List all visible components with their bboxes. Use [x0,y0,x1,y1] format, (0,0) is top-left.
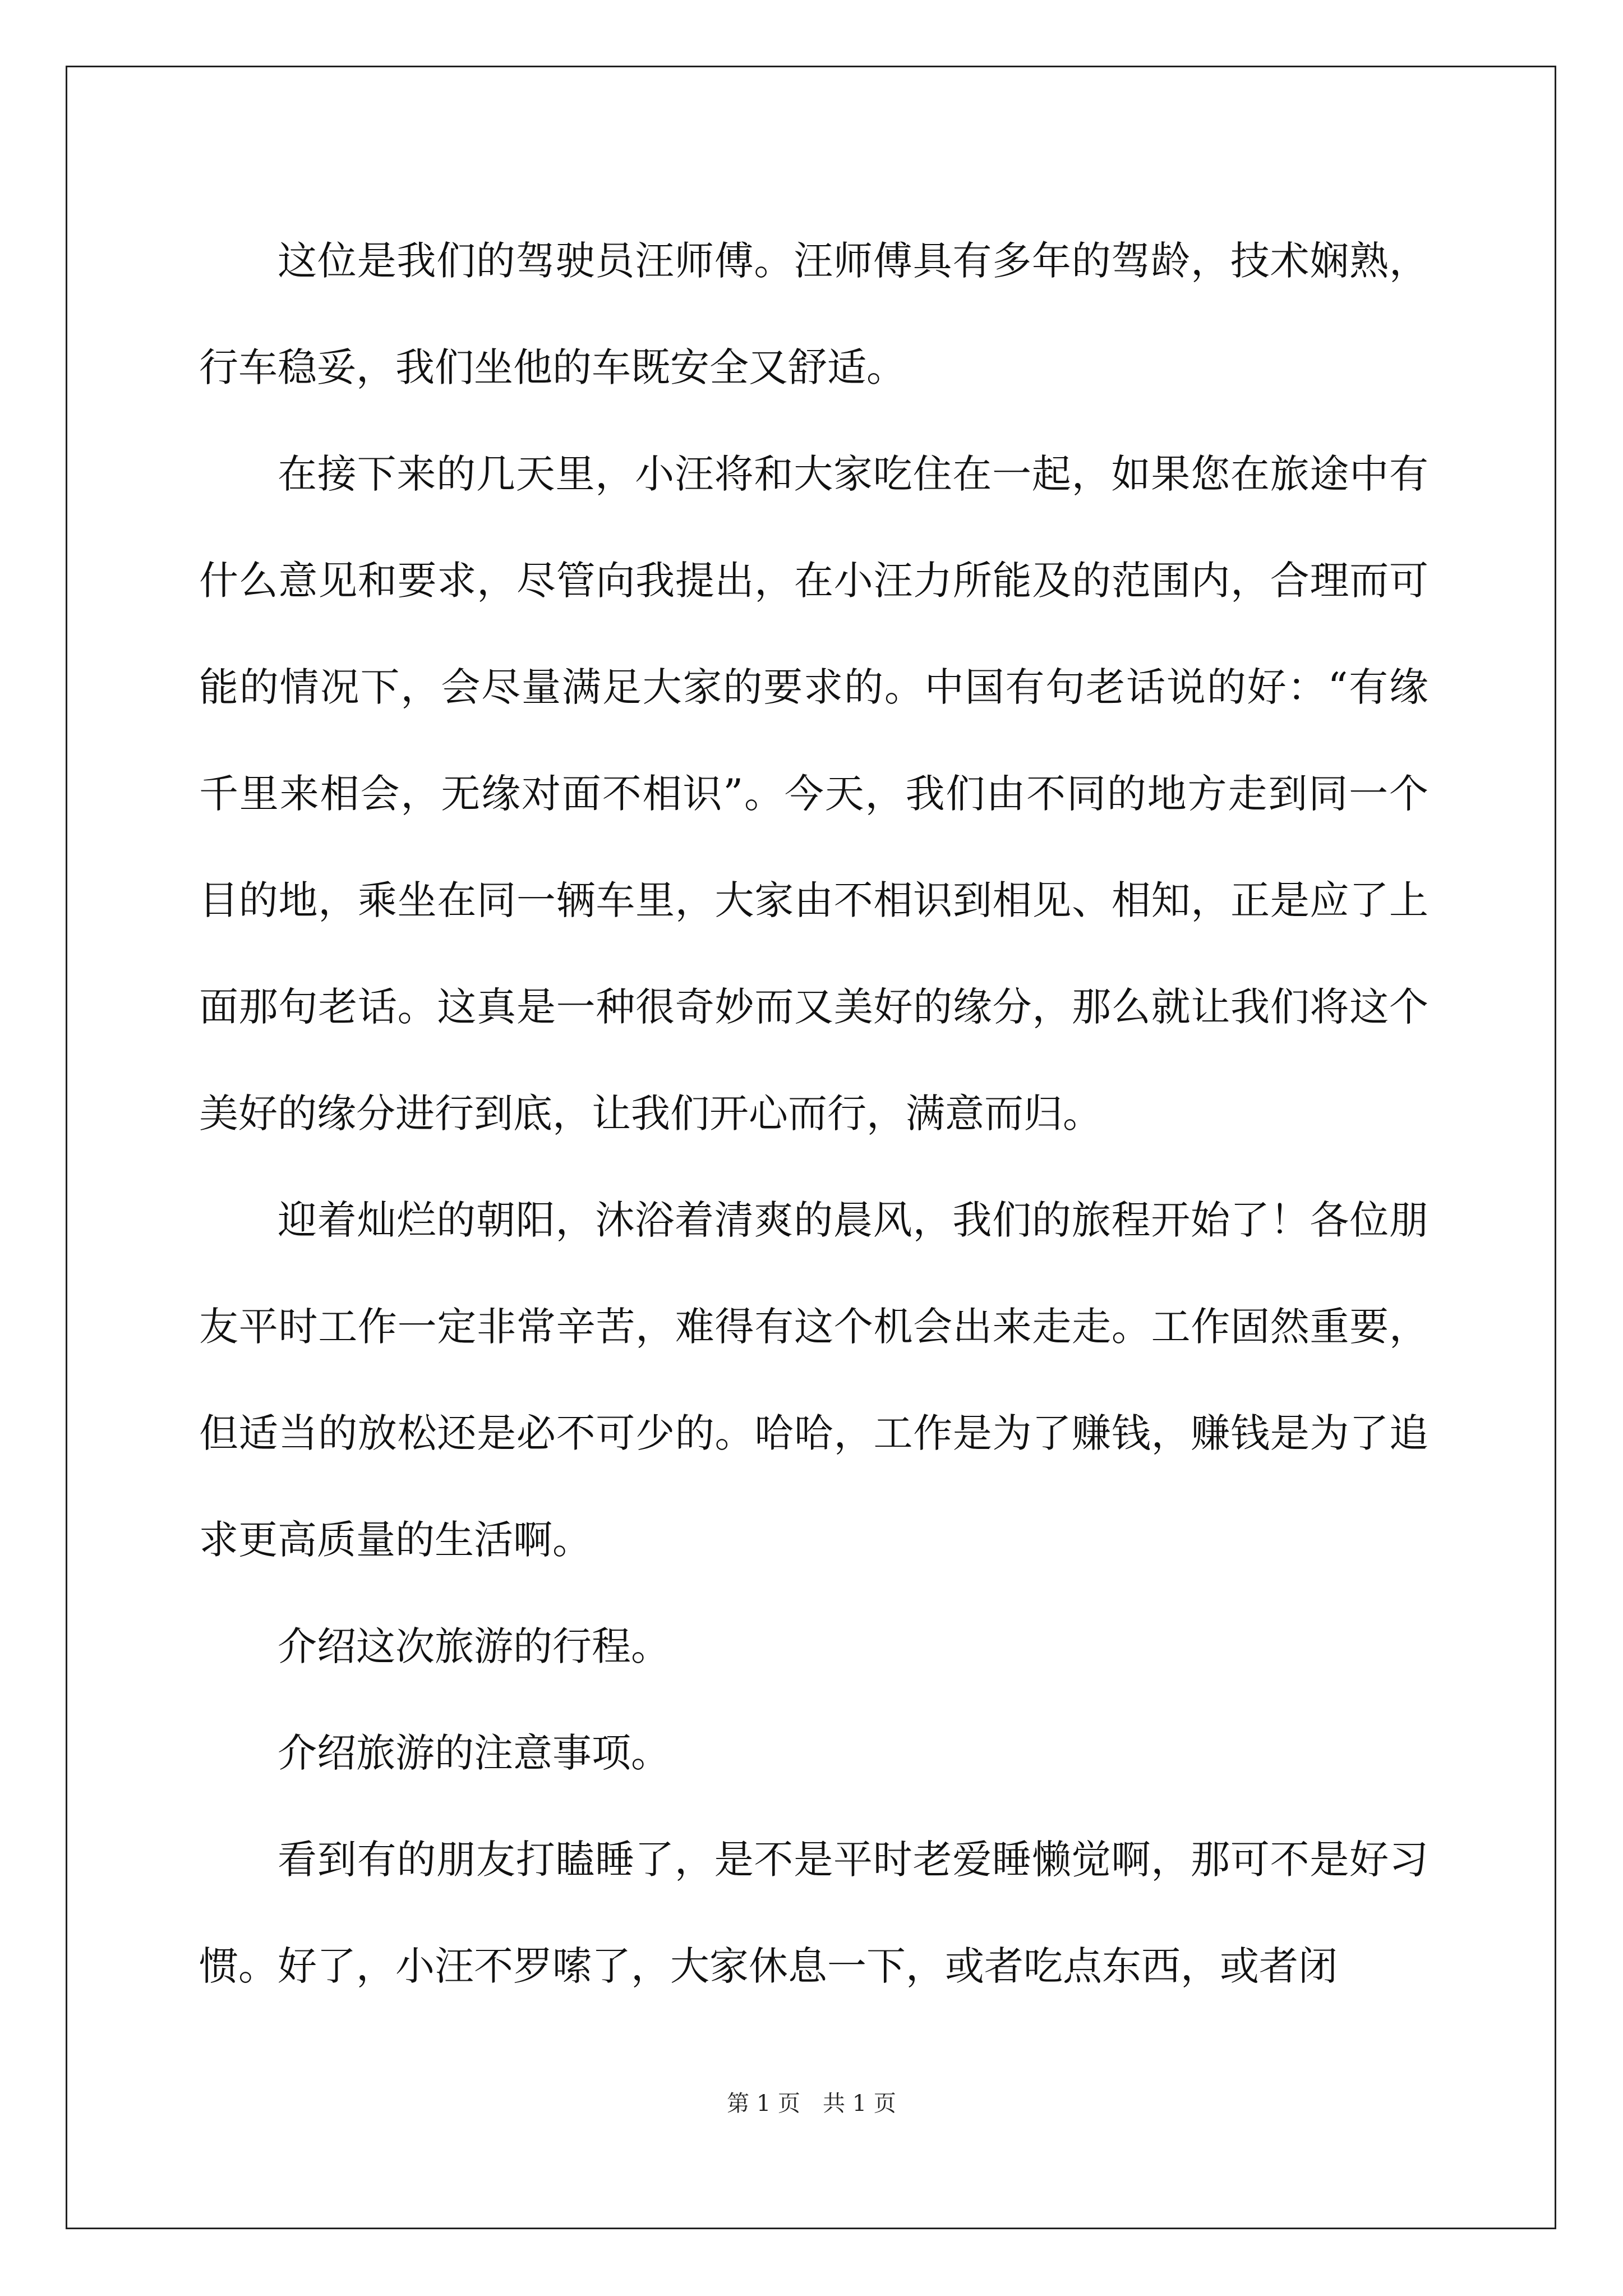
paragraph-4: 介绍这次旅游的行程。 [278,1623,670,1669]
paragraph-6: 看到有的朋友打瞌睡了，是不是平时老爱睡懒觉啊，那可不是好习惯。好了，小汪不罗嗦了，大家休息一下，或者吃点东西，或者闭 [199,1837,1428,1989]
page-footer [0,2086,1623,2118]
page-number-label: 第 1 页 共 1 页 [727,2091,896,2116]
paragraph-3: 迎着灿烂的朝阳，沐浴着清爽的晨风，我们的旅程开始了！各位朋友平时工作一定非常辛苦，难得有这个机会出来走走。工作固然重要，但适当的放松还是必不可少的。哈哈，工作是为了赚钱，赚钱是为了追求更高质量的生活啊。 [199,1197,1428,1563]
document-body [199,208,1428,2019]
paragraph-1: 这位是我们的驾驶员汪师傅。汪师傅具有多年的驾龄，技术娴熟，行车稳妥，我们坐他的车既安全又舒适。 [199,238,1428,390]
paragraph-2: 在接下来的几天里，小汪将和大家吃住在一起，如果您在旅途中有什么意见和要求，尽管向我提出，在小汪力所能及的范围内，合理而可能的情况下，会尽量满足大家的要求的。中国有句老话说的好：“有缘千里来相会，无缘对面不相识”。今天，我们由不同的地方走到同一个目的地，乘坐在同一辆车里，大家由不相识到相见、相知，正是应了上面那句老话。这真是一种很奇妙而又美好的缘分，那么就让我们将这个美好的缘分进行到底，让我们开心而行，满意而归。 [199,451,1428,1137]
paragraph-5: 介绍旅游的注意事项。 [278,1730,670,1776]
